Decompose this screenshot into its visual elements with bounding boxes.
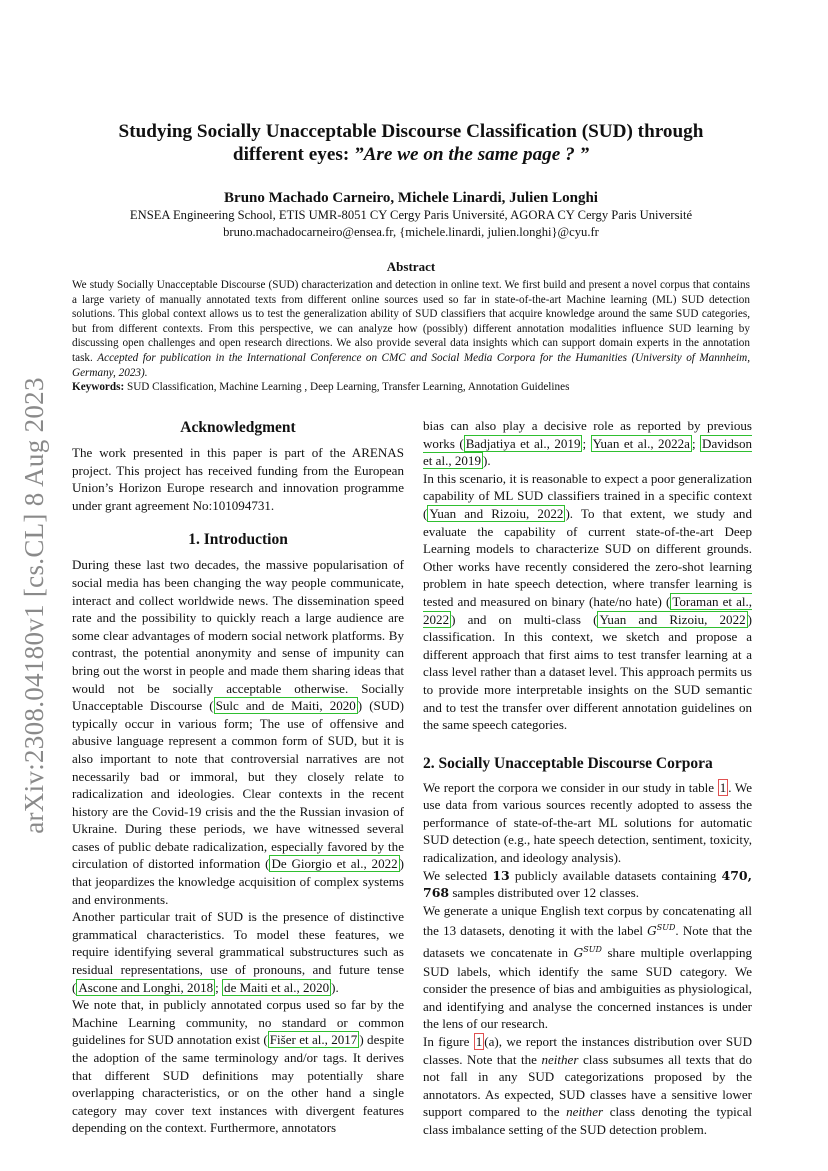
abstract-publication-note: Accepted for publication in the International Conference on CMC and Social Media Corpora for the Humanities (University of Mannheim, Germany, 2023).: [72, 351, 750, 379]
section-2-paragraph-2: We selected 13 publicly available datasets containing 470, 768 samples distributed over 12 classes.: [423, 867, 752, 901]
keywords-label: Keywords:: [72, 381, 125, 394]
left-column: [72, 418, 404, 1137]
sample-count: 470, 768: [423, 867, 752, 901]
arxiv-identifier-stamp: [8, 368, 60, 843]
paper-header: [72, 120, 750, 241]
citation-link[interactable]: Toraman et al., 2022: [423, 593, 753, 627]
title-line-2-prefix: different eyes:: [232, 144, 355, 165]
introduction-heading: 1. Introduction: [188, 531, 288, 549]
intro-paragraph-1: During these last two decades, the massive popularisation of social media has been changing the way people communicate, interact and collect worldwide news. The dissemination speed rate and the possibility to quickly reach a large audience are some clear advantages of modern social network platforms. By contrast, the potential anonymity and sense of impunity can bring out the worst in people and made them sharing ideas that would not be socially acceptable otherwise. Socially Unacceptable Discourse ( Sulc and de Maiti, 2020 ) (SUD) typically occur in various form; The use of offensive and abusive language represent a common form of SUD, but it is also important to note that controversial narratives are not necessarily bad or immoral, but they closely relate to radicalization and ideologies. Clear contexts in the recent history are the Covid-19 crisis and the the Russian invasion of Ukraine. During these periods, we have witnessed several cases of public debate radicalization, especially favored by the circulation of distorted information ( De Giorgio et al., 2022 ) that jeopardizes the knowledge acquisition of complex systems and environments.: [72, 557, 404, 907]
right-paragraph-1: bias can also play a decisive role as reported by previous works ( Badjatiya et al., 2019 ; Yuan et al., 2022a ; Davidson et al., 2019 ).: [423, 418, 753, 469]
section-2-paragraph-3: We generate a unique English text corpus by concatenating all the 13 datasets, denoting it with the label $G^{SUD}$. Note that the datasets we concatenate in $G^{SUD}$ share multiple overlapping SUD labels, which identify the same SUD category. We consider the presence of bias and ambiguities as physiological, and identifying and analyse the concerned instances is under the lens of our research.: [423, 902, 752, 1032]
title-line-1: Studying Socially Unacceptable Discourse Classification (SUD) through: [118, 121, 704, 142]
figure-reference-link[interactable]: 1: [475, 1034, 483, 1049]
citation-link[interactable]: De Giorgio et al., 2022: [271, 856, 398, 872]
abstract-heading: Abstract: [386, 259, 436, 274]
dataset-count: 13: [492, 867, 510, 883]
section-2-paragraph-1: We report the corpora we consider in our study in table 1 . We use data from various sources recently adopted to assess the performance of state-of-the-art ML solutions for automatic SUD detection (e.g., hate speech detection, sentiment, toxicity, radicalization, and ideology analysis).: [423, 779, 752, 866]
section-2-heading: 2. Socially Unacceptable Discourse Corpora: [423, 754, 713, 772]
acknowledgment-heading: Acknowledgment: [180, 419, 296, 436]
author-emails: bruno.machadocarneiro@ensea.fr, {michele.linardi, julien.longhi}@cyu.fr: [223, 225, 599, 239]
intro-paragraph-3: We note that, in publicly annotated corpus used so far by the Machine Learning community, no standard or common guidelines for SUD annotation exist ( Fišer et al., 2017 ) despite the adoption of the same terminology and/or tags. It derives that different SUD definitions may potentially share overlapping characteristics, or on the other hand a single category may cover text instances with divergent features depending on the context. Furthermore, annotators: [72, 997, 405, 1136]
author-list: Bruno Machado Carneiro, Michele Linardi, Julien Longhi: [224, 190, 598, 206]
citation-link[interactable]: Yuan and Rizoiu, 2022: [429, 505, 564, 521]
citation-link[interactable]: Fišer et al., 2017: [269, 1032, 358, 1048]
citation-link[interactable]: Ascone and Longhi, 2018: [78, 979, 214, 995]
paper-title: [72, 120, 750, 166]
arxiv-identifier-text: arXiv:2308.04180v1 [cs.CL] 8 Aug 2023: [18, 377, 49, 834]
citation-link[interactable]: Yuan et al., 2022a: [592, 435, 690, 451]
corpus-symbol: $G^{SUD}$: [647, 923, 676, 939]
citation-link[interactable]: Yuan and Rizoiu, 2022: [599, 611, 746, 627]
intro-paragraph-2: Another particular trait of SUD is the presence of distinctive grammatical characteristics. To model these features, we require identifying several grammatical substructures such as residual representations, use of pronouns, and future tense ( Ascone and Longhi, 2018 ; de Maiti et al., 2020 ).: [72, 909, 404, 995]
affiliation: ENSEA Engineering School, ETIS UMR-8051 CY Cergy Paris Université, AGORA CY Cergy Paris Université: [129, 208, 693, 222]
corpus-symbol: $G^{SUD}$: [573, 945, 602, 961]
keywords-list: SUD Classification, Machine Learning , Deep Learning, Transfer Learning, Annotation Guidelines: [127, 381, 570, 394]
right-paragraph-2: In this scenario, it is reasonable to expect a poor generalization capability of ML SUD classifiers trained in a specific context ( Yuan and Rizoiu, 2022 ). To that extent, we study and evaluate the capability of current state-of-the-art Deep Learning models to characterize SUD on different grounds. Other works have recently considered the zero-shot learning problem in hate speech detection, where transfer learning is tested and measured on binary (hate/no hate) ( Toraman et al., 2022 ) and on multi-class ( Yuan and Rizoiu, 2022 ) classification. In this context, we sketch and propose a different approach that first aims to test transfer learning at a class level rather than a dataset level. This approach permits us to provide more interpretable insights on the SUD semantic and to test the transfer over different annotation guidelines on the same speech categories.: [423, 470, 753, 733]
abstract-body: [72, 278, 750, 395]
section-2-paragraph-4: In figure 1 (a), we report the instances distribution over SUD classes. Note that the neither class subsumes all texts that do not fall in any SUD categorizations proposed by the annotators. As expected, SUD classes have a sensitive lower support compared to the neither class denoting the typical class imbalance setting of the SUD detection problem.: [423, 1034, 752, 1137]
citation-link[interactable]: Badjatiya et al., 2019: [465, 435, 581, 451]
citation-link[interactable]: Davidson et al., 2019: [423, 435, 753, 469]
title-line-2-italic: ”Are we on the same page ? ”: [354, 144, 590, 165]
citation-link[interactable]: de Maiti et al., 2020: [224, 979, 330, 995]
citation-link[interactable]: Sulc and de Maiti, 2020: [215, 698, 356, 714]
table-reference-link[interactable]: 1: [719, 779, 727, 795]
abstract-section: [72, 259, 750, 395]
acknowledgment-text: The work presented in this paper is part of the ARENAS project. This project has received funding from the European Union’s Horizon Europe research and innovation programme under grant agreement No:101094731.: [72, 445, 404, 513]
right-column: [423, 417, 752, 1139]
abstract-text: We study Socially Unacceptable Discourse (SUD) characterization and detection in online text. We first build and present a novel corpus that contains a large variety of manually annotated texts from different online sources used so far in state-of-the-art Machine learning (ML) SUD detection solutions. This global context allows us to test the generalization ability of SUD classifiers that acquire knowledge around the same SUD categories, but from different contexts. From this perspective, we can analyze how (possibly) different annotation modalities influence SUD learning by discussing open challenges and open research directions. We also provide several data insights which can support domain experts in the annotation task.: [72, 279, 750, 364]
